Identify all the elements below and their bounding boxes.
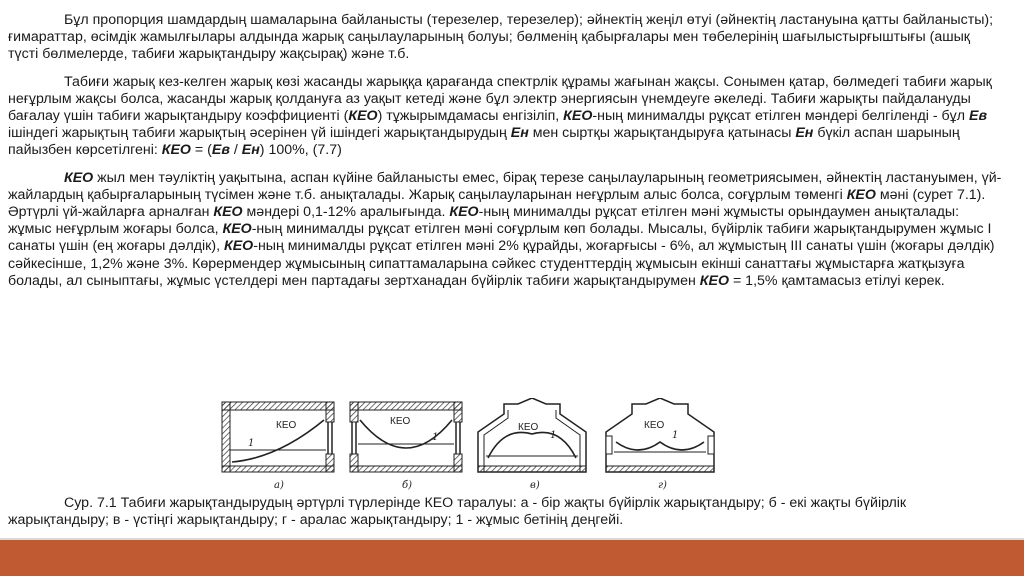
emphasis-term: КЕО [222, 221, 252, 238]
text-run: ішіндегі жарықтың табиғи жарықтың әсерінен үй ішіндегі жарықтандырудың [8, 125, 511, 142]
text-run: Табиғи жарық кез-келген жарық көзі жасанды жарыққа қарағанда спектрлік құрамы жағынан жақсы. Сонымен қатар, бөлмедегі табиғи жарық неғұрлым жақсы болса, жасанды жарық қолдануға аз уақыт кетеді және бұл электр энергиясын үнемдеуге әкеледі. Табиғи жарықты пайдалануды бағалау үшін табиғи жарықтандыру коэффициенті ( [8, 73, 992, 125]
emphasis-term: КЕО [348, 108, 378, 125]
text-run: = ( [190, 142, 212, 159]
diagram-a-curve-label: КЕО [276, 420, 297, 431]
diagram-panel-c [478, 398, 586, 491]
diagram-panel-b [350, 402, 462, 491]
diagram-a-label: а) [274, 480, 284, 491]
diagram-b-curve-label: КЕО [390, 416, 411, 427]
emphasis-term: КЕО [64, 169, 94, 186]
text-run: мәндері 0,1-12% аралығында. [242, 204, 450, 221]
text-run: = 1,5% қамтамасыз етілуі керек. [729, 272, 945, 289]
figure-caption: Сур. 7.1 Табиғи жарықтандырудың әртүрлі түрлерінде КЕО таралуы: а - бір жақты бүйірлік жарықтандыру; б - екі жақты бүйірлік жарықтандыру; в - үстіңгі жарықтандыру; г - аралас жарықтандыру; 1 - жұмыс бетінің деңгейі. [8, 495, 907, 529]
diagram-c-curve-number: 1 [550, 430, 557, 441]
diagram-panel-a [222, 402, 334, 491]
text-run: ) 100%, (7.7) [259, 142, 342, 159]
emphasis-term: КЕО [699, 272, 730, 289]
diagram-a-curve-number: 1 [248, 438, 255, 449]
diagram-panel-d [606, 398, 714, 491]
text-run: -ның минималды рұқсат етілген мәндері белгіленді - бұл [592, 108, 969, 125]
diagram-d-label: г) [658, 480, 667, 491]
emphasis-term: КЕО [563, 108, 593, 125]
figure-7-1 [218, 398, 738, 492]
emphasis-term: Ен [795, 125, 814, 142]
emphasis-term: КЕО [161, 142, 191, 159]
paragraph-1 [8, 12, 1002, 64]
paragraph-3 [8, 170, 1002, 290]
text-run: бүкіл аспан шарының пайызбен көрсетілгені: [8, 125, 960, 159]
text-run: ) тұжырымдамасы енгізіліп, [377, 108, 564, 125]
diagram-b-label: б) [402, 480, 413, 491]
text-run: мен сыртқы жарықтандыруға қатынасы [528, 125, 796, 142]
footer-bar [0, 540, 1024, 576]
emphasis-term: Ен [241, 142, 260, 159]
diagram-c-label: в) [530, 480, 540, 491]
emphasis-term: КЕО [213, 204, 243, 221]
text-run: / [229, 142, 242, 159]
figure-diagrams [218, 398, 738, 492]
paragraph-2 [8, 74, 1002, 160]
text-run: -ның минималды рұқсат етілген мәні соғұрлым көп болады. Мысалы, бүйірлік табиғи жарықтандырумен жұмыс I санаты үшін (ең жоғары дәлдік), [8, 221, 992, 255]
emphasis-term: КЕО [846, 186, 876, 203]
diagram-d-curve-label: КЕО [644, 420, 665, 431]
emphasis-term: Ев [211, 142, 230, 159]
emphasis-term: КЕО [449, 204, 479, 221]
emphasis-term: Ев [969, 108, 988, 125]
text-run: Бұл пропорция шамдардың шамаларына байланысты (терезелер, терезелер); әйнектің жеңіл өтуі (әйнектің ластануына қатты байланысты); ғимараттар, өсімдік жамылғылары алдында жарық саңылауларының болуы; бөлменің қабырғалары мен төбелерінің шағылыстырғыштығы (ашық түсті бөлмелерде, табиғи жарықтандыру жақсырақ) және т.б. [8, 12, 994, 63]
emphasis-term: Ен [510, 125, 529, 142]
diagram-d-curve-number: 1 [672, 430, 679, 441]
text-run: -ның минималды рұқсат етілген мәні жұмысты орындаумен анықталады: жұмыс неғұрлым жоғары болса, [8, 204, 960, 238]
emphasis-term: КЕО [224, 238, 254, 255]
text-run: мәні (сурет 7.1). Әртүрлі үй-жайларға арналған [8, 186, 986, 221]
diagram-b-curve-number: 1 [432, 432, 439, 443]
diagram-c-curve-label: КЕО [518, 422, 539, 433]
text-run: жыл мен тәуліктің уақытына, аспан күйіне байланысты емес, бірақ терезе саңылауларының геометриясымен, әйнектің ластануымен, үй-жайлардың қабырғаларының түсімен және т.б. анықталады. Жарық саңылауларынан неғұрлым алыс болса, соғұрлым төменгі [8, 169, 1002, 203]
text-run: -ның минималды рұқсат етілген мәні 2% құрайды, жоғарғысы - 6%, ал жұмыстың III санаты үшін (жоғары дәлдік) сәйкесінше, 1,2% және 3%. Көрермендер жұмысының сипаттамаларына сәйкес студенттердің жұмысын екінші санаттағы жұмыстарға жатқызуға болады, ал сыныптағы, жұмыс үстелдері мен партадағы зертханадан бүйірлік табиғи жарықтандырумен [8, 238, 995, 289]
document-body [8, 12, 1002, 300]
